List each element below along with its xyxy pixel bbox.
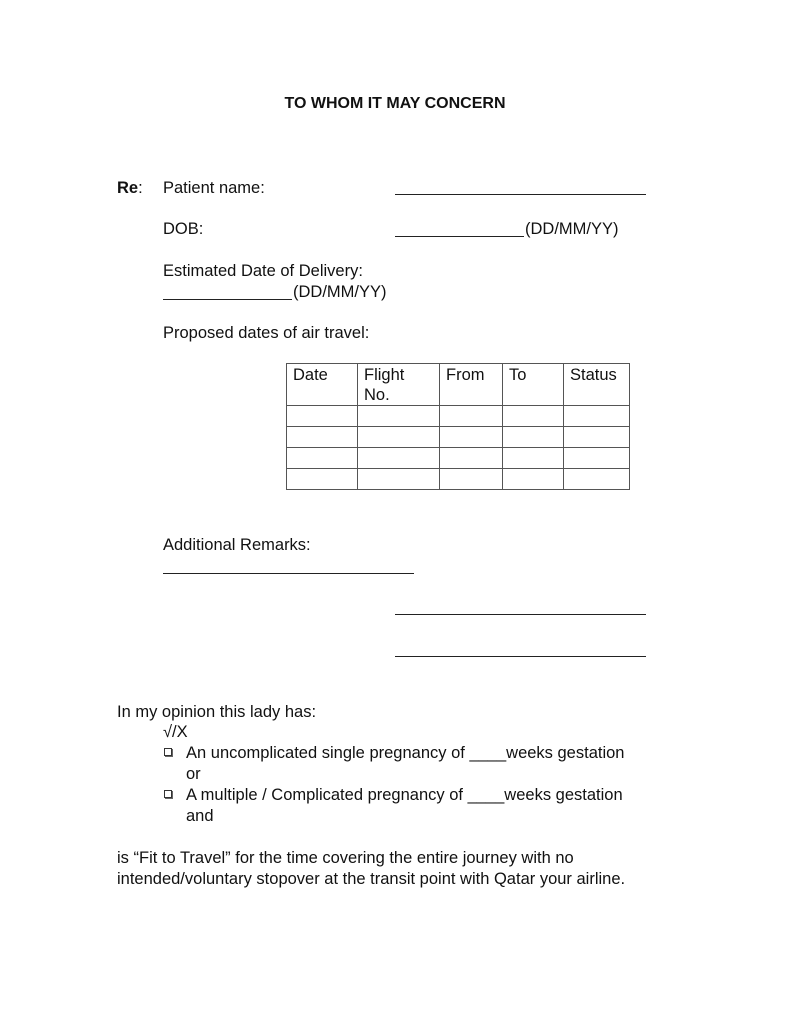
cell-status[interactable]: [564, 406, 630, 427]
edd-format-hint: (DD/MM/YY): [293, 283, 387, 301]
dob-format-hint: (DD/MM/YY): [525, 220, 619, 238]
cell-from[interactable]: [440, 406, 503, 427]
option-text-before: An uncomplicated single pregnancy of: [186, 744, 470, 762]
cell-from[interactable]: [440, 448, 503, 469]
dob-field[interactable]: [395, 236, 524, 237]
weeks-blank[interactable]: ____: [469, 744, 507, 762]
cell-date[interactable]: [287, 448, 358, 469]
conjunction-or: or: [186, 765, 201, 783]
header-flight-line1: Flight: [364, 366, 405, 384]
re-text: Re: [117, 179, 139, 197]
cell-flight-no[interactable]: [358, 406, 440, 427]
cell-status[interactable]: [564, 427, 630, 448]
checkbox-uncomplicated[interactable]: [164, 748, 172, 756]
dob-label: DOB:: [163, 220, 204, 238]
travel-table: [286, 363, 630, 490]
cell-status[interactable]: [564, 448, 630, 469]
option-text-after: weeks gestation: [506, 744, 625, 762]
conjunction-and: and: [186, 807, 214, 825]
cell-to[interactable]: [503, 448, 564, 469]
cell-date[interactable]: [287, 427, 358, 448]
cell-flight-no[interactable]: [358, 469, 440, 490]
edd-field[interactable]: [163, 299, 292, 300]
table-row: [287, 469, 630, 490]
header-from: From: [440, 364, 503, 406]
cell-flight-no[interactable]: [358, 427, 440, 448]
cell-from[interactable]: [440, 469, 503, 490]
option-complicated: [186, 785, 623, 805]
patient-name-label: Patient name:: [163, 179, 265, 197]
opinion-intro: In my opinion this lady has:: [117, 703, 317, 721]
header-to: To: [503, 364, 564, 406]
page-title: TO WHOM IT MAY CONCERN: [284, 95, 506, 112]
cell-to[interactable]: [503, 469, 564, 490]
header-date: Date: [287, 364, 358, 406]
table-row: [287, 427, 630, 448]
header-flight-no: [358, 364, 440, 406]
cell-date[interactable]: [287, 469, 358, 490]
table-row: [287, 448, 630, 469]
travel-label: Proposed dates of air travel:: [163, 324, 370, 342]
edd-label: Estimated Date of Delivery:: [163, 262, 363, 280]
checkbox-complicated[interactable]: [164, 790, 172, 798]
header-flight-line2: No.: [364, 386, 390, 404]
cell-to[interactable]: [503, 427, 564, 448]
cell-flight-no[interactable]: [358, 448, 440, 469]
table-row: [287, 406, 630, 427]
conclusion-line-1: is “Fit to Travel” for the time covering the entire journey with no: [117, 849, 574, 867]
re-label: [117, 178, 143, 198]
option-uncomplicated: [186, 743, 624, 763]
remarks-line-2[interactable]: [395, 614, 646, 615]
cell-to[interactable]: [503, 406, 564, 427]
option-text-before: A multiple / Complicated pregnancy of: [186, 786, 468, 804]
option-text-after: weeks gestation: [504, 786, 623, 804]
conclusion-line-2: intended/voluntary stopover at the transit point with Qatar your airline.: [117, 870, 626, 888]
check-legend: √/X: [163, 723, 188, 741]
remarks-line-3[interactable]: [395, 656, 646, 657]
header-status: Status: [564, 364, 630, 406]
cell-from[interactable]: [440, 427, 503, 448]
patient-name-field[interactable]: [395, 194, 646, 195]
table-header-row: [287, 364, 630, 406]
re-colon: :: [138, 179, 143, 197]
remarks-line-1[interactable]: [163, 573, 414, 574]
cell-date[interactable]: [287, 406, 358, 427]
cell-status[interactable]: [564, 469, 630, 490]
weeks-blank[interactable]: ____: [467, 786, 505, 804]
remarks-label: Additional Remarks:: [163, 536, 311, 554]
